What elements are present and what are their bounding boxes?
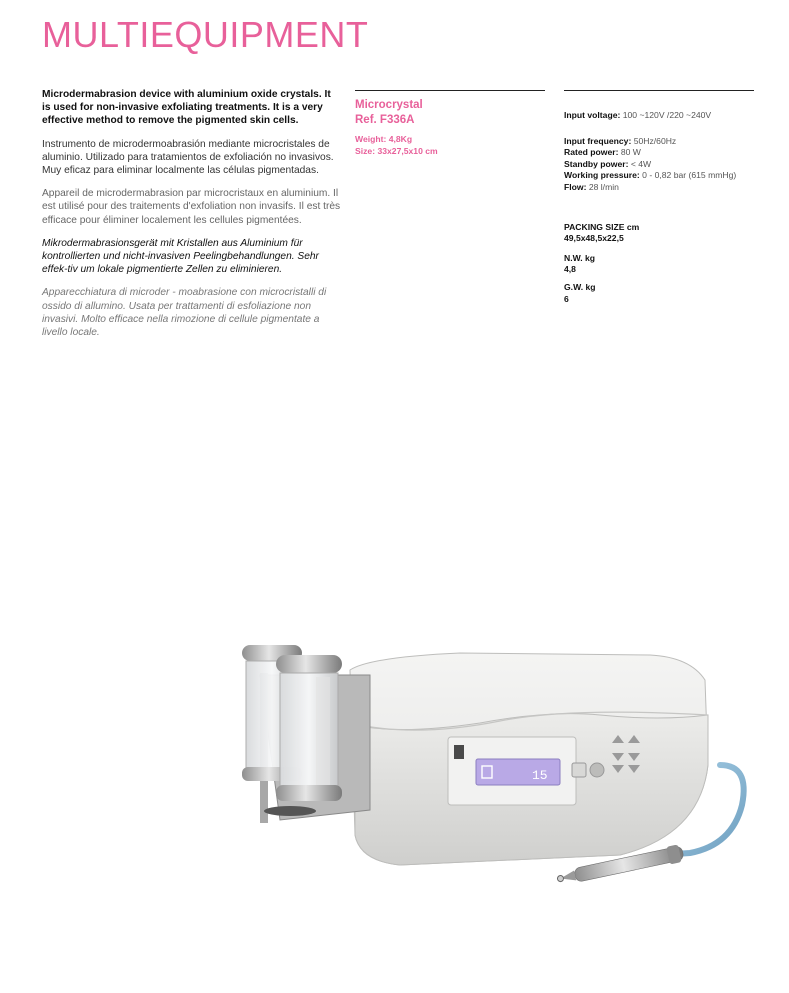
net-weight-value: 4,8: [564, 264, 576, 275]
product-size: Size: 33x27,5x10 cm: [355, 145, 438, 156]
product-ref: Ref. F336A: [355, 114, 415, 126]
technical-specs: [564, 110, 764, 305]
page-title: MULTIEQUIPMENT: [42, 14, 369, 55]
spec-row: Working pressure: 0 - 0,82 bar (615 mmHg): [564, 170, 737, 181]
spec-row: Input frequency: 50Hz/60Hz: [564, 135, 677, 146]
spec-row: Flow: 28 l/min: [564, 181, 619, 192]
gross-weight-value: 6: [564, 293, 569, 304]
gross-weight-label: G.W. kg: [564, 281, 596, 292]
spec-row: Standby power: < 4W: [564, 158, 652, 169]
spec-row: Rated power: 80 W: [564, 147, 641, 158]
description-french: Appareil de microdermabrasion par microcristaux en aluminium. Il est utilisé pour des traitements d'exfoliation non invasifs. Il est très efficace pour éliminer localement les cellules pigmentées.: [42, 188, 341, 226]
description-english: Microdermabrasion device with aluminium oxide crystals. It is used for non-invasive exfoliating treatments. It is a very effective method to remove the pigmented skin cells.: [42, 89, 331, 127]
product-weight: Weight: 4,8Kg: [355, 134, 413, 144]
spec-row: Input voltage: 100 ~120V /220 ~240V: [564, 110, 712, 120]
net-weight-label: N.W. kg: [564, 252, 596, 263]
microcrystal-device-image: [220, 615, 765, 915]
divider-col2: [355, 90, 545, 91]
description-italian: Apparecchiatura di microder - moabrasione con microcristalli di ossido di allumino. Usata per trattamenti di esfoliazione non invasivi. Molto efficace nella rimozione di cellule pigmentate a livello locale.: [42, 287, 327, 339]
divider-col3: [564, 90, 754, 91]
display-readout: 15: [532, 768, 548, 783]
product-name: Microcrystal: [355, 99, 423, 111]
packing-size-label: PACKING SIZE cm: [564, 221, 640, 232]
description-german: Mikrodermabrasionsgerät mit Kristallen aus Aluminium für kontrollierten und nicht-invasiven Peelingbehandlungen. Sehr effek-tiv um lokale pigmentierte Zellen zu eliminieren.: [42, 237, 319, 276]
product-info: [355, 98, 535, 157]
description-column: [42, 88, 342, 349]
packing-size-value: 49,5x48,5x22,5: [564, 233, 624, 244]
description-spanish: Instrumento de microdermoabrasión mediante microcristales de aluminio. Utilizado para tratamientos de exfoliación no invasivos. Muy eficaz para eliminar localmente las células pigmentadas.: [42, 138, 334, 177]
